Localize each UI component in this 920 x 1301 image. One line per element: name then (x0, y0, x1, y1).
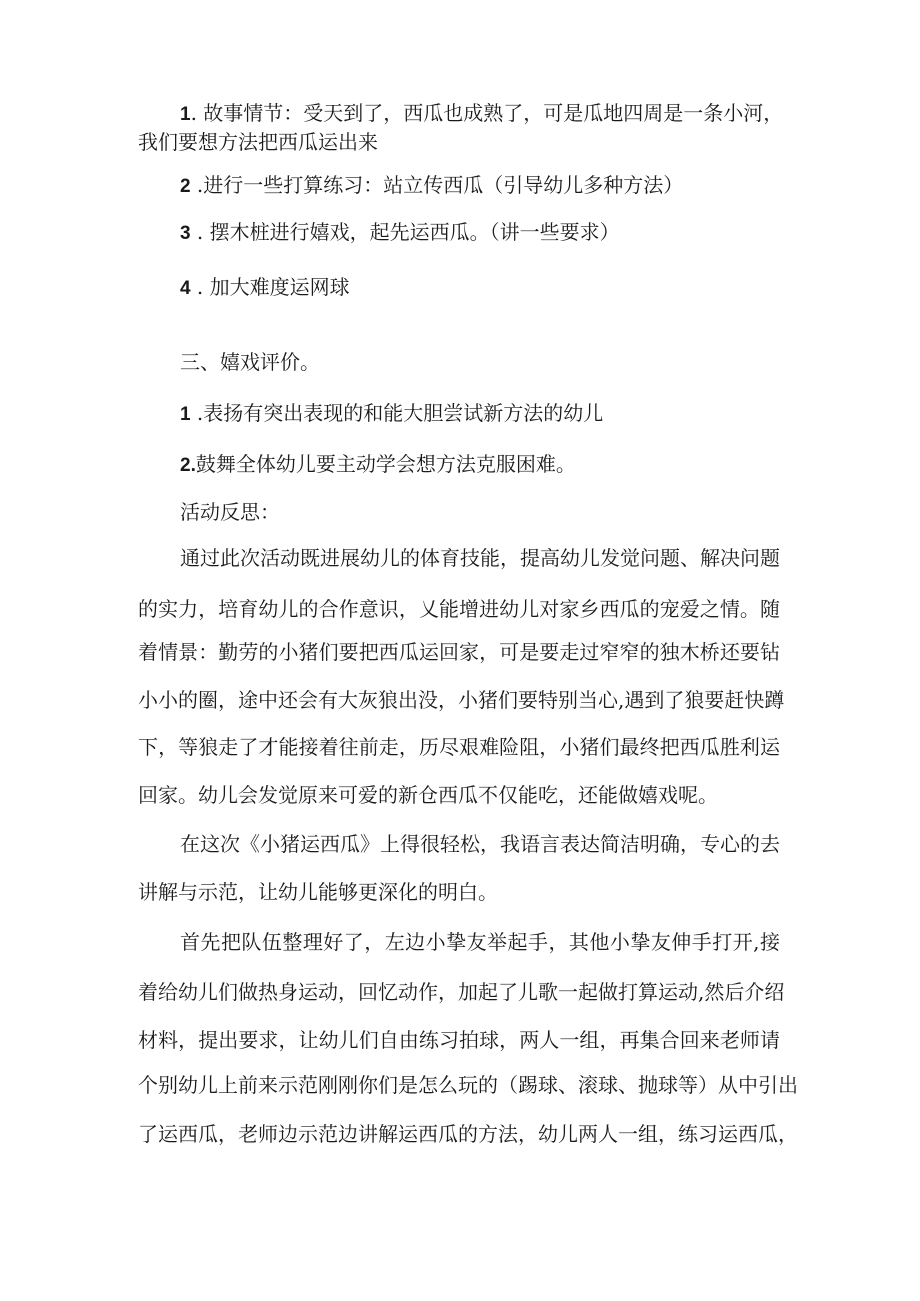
list-item-text: 鼓舞全体幼儿要主动学会想方法克服困难。 (195, 452, 576, 476)
list-item-text: . 摆木桩进行嬉戏，起先运西瓜。（讲一些要求） (190, 220, 620, 244)
paragraph-line: 通过此次活动既进展幼儿的体育技能，提高幼儿发觉问题、解决问题 (180, 546, 780, 570)
list-item-2 (180, 173, 683, 199)
paragraph-line: 首先把队伍整理好了，左边小挚友举起手，其他小挚友伸手打开,接 (180, 930, 780, 954)
list-item-4 (180, 275, 350, 301)
paragraph-line: 着情景：勤劳的小猪们要把西瓜运回家，可是要走过窄窄的独木桥还要钻 (138, 640, 780, 664)
paragraph-line: 了运西瓜，老师边示范边讲解运西瓜的方法，幼儿两人一组，练习运西瓜， (138, 1122, 798, 1146)
list-item-text: . 加大难度运网球 (190, 275, 350, 299)
evaluation-item-1 (180, 401, 603, 427)
paragraph-line: 材料，提出要求，让幼儿们自由练习拍球，两人一组，再集合回来老师请 (138, 1028, 780, 1052)
paragraph-line: 讲解与示范，让幼儿能够更深化的明白。 (138, 880, 498, 904)
list-number: 3 (180, 223, 191, 244)
list-item-3 (180, 220, 620, 246)
list-number: 1 (180, 404, 191, 425)
list-item-text: .表扬有突出表现的和能大胆尝试新方法的幼儿 (190, 401, 604, 425)
paragraph-line: 下，等狼走了才能接着往前走，历尽艰难险阻，小猪们最终把西瓜胜利运 (138, 735, 780, 759)
section-heading: 三、嬉戏评价。 (180, 350, 320, 374)
paragraph-line: 回家。幼儿会发觉原来可爱的新仓西瓜不仅能吃，还能做嬉戏呢。 (138, 783, 718, 807)
list-item-1 (180, 101, 784, 127)
list-number: 2. (180, 455, 196, 476)
reflection-heading: 活动反思： (180, 500, 280, 524)
paragraph-line: 小小的圈，途中还会有大灰狼出没，小猪们要特别当心,遇到了狼要赶快蹲 (138, 688, 785, 712)
paragraph-line: 个别幼儿上前来示范刚刚你们是怎么玩的（踢球、滚球、抛球等）从中引出 (138, 1073, 798, 1097)
list-item-1-continuation: 我们要想方法把西瓜运出来 (138, 130, 378, 154)
paragraph-line: 的实力，培育幼儿的合作意识，乂能增进幼儿对家乡西瓜的宠爱之情。随 (138, 597, 780, 621)
evaluation-item-2 (180, 452, 576, 478)
list-number: 2 (180, 176, 191, 197)
list-item-text: . 故事情节：受天到了，西瓜也成熟了，可是瓜地四周是一条小河， (190, 101, 784, 125)
paragraph-line: 在这次《小猪运西瓜》上得很轻松，我语言表达简洁明确，专心的去 (180, 832, 780, 856)
list-item-text: .进行一些打算练习：站立传西瓜（引导幼儿多种方法） (190, 173, 684, 197)
list-number: 1 (180, 104, 191, 125)
list-number: 4 (180, 278, 191, 299)
paragraph-line: 着给幼儿们做热身运动，回忆动作，加起了儿歌一起做打算运动,然后介绍 (138, 980, 785, 1004)
